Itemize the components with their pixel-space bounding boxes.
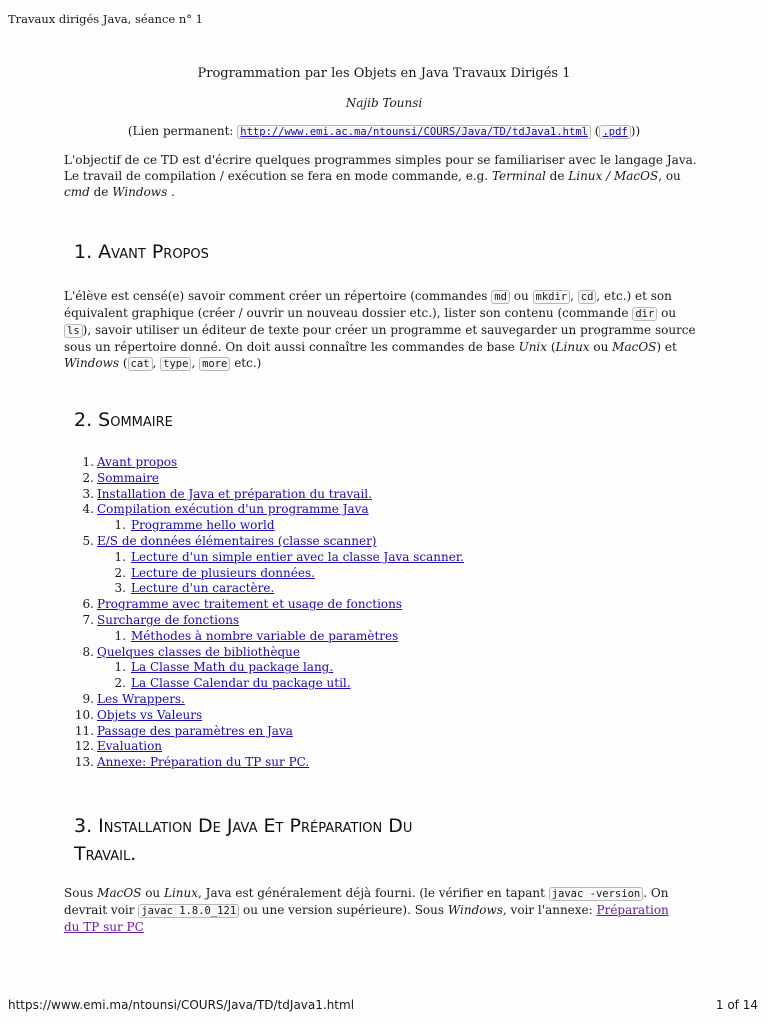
ap-text: ,	[152, 356, 161, 370]
windows-text: Windows	[112, 185, 168, 199]
toc-item-number: 11.	[74, 723, 94, 738]
section-heading-sommaire: 2. Sommaire	[74, 409, 173, 431]
section-heading-line-1: 3. Installation De Java Et Préparation Du	[74, 815, 413, 837]
ap-text: (	[547, 340, 556, 354]
inst-line-2	[64, 902, 714, 919]
toc-item-link[interactable]: Sommaire	[97, 470, 160, 485]
inst-text: . On	[643, 886, 669, 900]
toc-item-link[interactable]: Lecture d'un caractère.	[131, 581, 275, 596]
toc-item-number: 1.	[114, 549, 126, 564]
cmd-cd: cd	[578, 290, 597, 304]
inst-text: ou	[141, 886, 164, 900]
intro-text: .	[167, 185, 175, 199]
toc-item-link[interactable]: Installation de Java et préparation du travail.	[97, 486, 372, 501]
toc-item-link[interactable]: Surcharge de fonctions	[97, 612, 240, 627]
cmd-md: md	[491, 290, 510, 304]
windows-text: Windows	[447, 903, 503, 917]
inst-text: , Java est généralement déjà fourni. (le vérifier en tapant	[198, 886, 549, 900]
toc-item-link[interactable]: Annexe: Préparation du TP sur PC.	[97, 755, 310, 770]
toc-item-link[interactable]: Programme hello world	[131, 518, 275, 533]
inst-text: , voir l'annexe:	[502, 903, 597, 917]
permalink-line	[0, 124, 768, 138]
toc-item-link[interactable]: La Classe Math du package lang.	[131, 660, 334, 675]
toc-item-number: 2.	[114, 565, 126, 580]
section-heading-line-2: Travail.	[74, 843, 137, 865]
permalink-prefix: (Lien permanent:	[127, 124, 238, 138]
ap-line-1	[64, 288, 714, 305]
toc-item-number: 10.	[74, 707, 94, 722]
ap-text: , etc.) et son	[596, 289, 672, 303]
inst-line-1	[64, 885, 714, 902]
windows-text: Windows	[64, 356, 120, 370]
toc-item-number: 1.	[114, 518, 126, 533]
toc-item-link[interactable]: Compilation exécution d'un programme Java	[97, 502, 369, 517]
toc-item-number: 1.	[114, 628, 126, 643]
intro-paragraph	[64, 152, 714, 200]
toc-item-number: 7.	[82, 612, 94, 627]
ap-text: ,	[191, 356, 200, 370]
ap-line-5	[64, 355, 714, 372]
toc-item-number: 6.	[82, 597, 94, 612]
section-heading-avant-propos: 1. Avant Propos	[74, 241, 209, 263]
cmd-cat: cat	[128, 357, 153, 371]
installation-paragraph	[64, 885, 714, 935]
toc-item-link[interactable]: Evaluation	[97, 739, 163, 754]
toc-item-link[interactable]: Avant propos	[97, 455, 178, 469]
unix-text: Unix	[518, 340, 548, 354]
print-footer-url: https://www.emi.ma/ntounsi/COURS/Java/TD/tdJava1.html	[8, 998, 355, 1012]
toc-item-number: 12.	[74, 739, 94, 754]
toc-item-number: 2.	[114, 676, 126, 691]
cmd-mkdir: mkdir	[533, 290, 571, 304]
intro-text: Le travail de compilation / exécution se fera en mode commande, e.g.	[64, 169, 492, 183]
ap-text: équivalent graphique (créer / ouvrir un nouveau dossier etc.), lister son contenu (commande	[64, 306, 633, 320]
page-number: 1 of 14	[715, 998, 758, 1012]
toc-item-link[interactable]: Programme avec traitement et usage de fonctions	[97, 597, 403, 612]
linux-macos-text: Linux / MacOS	[568, 169, 659, 183]
ap-text: ou	[657, 306, 677, 320]
toc-item-number: 9.	[82, 691, 94, 706]
linux-text: Linux	[163, 886, 199, 900]
intro-line-1: L'objectif de ce TD est d'écrire quelques programmes simples pour se familiariser avec le langage Java.	[64, 153, 697, 167]
document-title: Programmation par les Objets en Java Travaux Dirigés 1	[197, 66, 571, 81]
inst-text: Sous	[64, 886, 98, 900]
ap-text: etc.)	[230, 356, 262, 370]
cmd-type: type	[160, 357, 191, 371]
inst-text: devrait voir	[64, 903, 139, 917]
javac-output: javac 1.8.0_121	[138, 904, 239, 918]
cmd-more: more	[199, 357, 230, 371]
inst-text: ou une version supérieure). Sous	[239, 903, 448, 917]
toc-item-number: 3.	[82, 486, 94, 501]
inst-line-3	[64, 919, 714, 935]
permalink-mid: (	[590, 124, 600, 138]
toc-item-number: 8.	[82, 644, 94, 659]
toc-item-link[interactable]: Les Wrappers.	[97, 691, 185, 706]
macos-text: MacOS	[612, 340, 657, 354]
toc-item-link[interactable]: Lecture d'un simple entier avec la classe Java scanner.	[131, 549, 465, 564]
macos-text: MacOS	[97, 886, 142, 900]
ap-text: ou	[589, 340, 613, 354]
annexe-link-part-2[interactable]: du TP sur PC	[64, 920, 144, 934]
linux-text: Linux	[555, 340, 590, 354]
annexe-link-part-1[interactable]: Préparation	[596, 903, 669, 917]
toc-item-link[interactable]: Objets vs Valeurs	[97, 707, 203, 722]
toc-item-number: 13.	[74, 755, 94, 770]
toc-item-number: 3.	[114, 581, 126, 596]
toc-item-link[interactable]: E/S de données élémentaires (classe scanner)	[97, 533, 377, 548]
toc-item-link[interactable]: Passage des paramètres en Java	[97, 723, 293, 738]
pdf-link[interactable]: .pdf	[602, 126, 628, 138]
intro-text: de	[545, 169, 569, 183]
toc-item-link[interactable]: Méthodes à nombre variable de paramètres	[131, 628, 399, 643]
section-heading-installation	[74, 812, 412, 868]
toc-item-number: 1.	[82, 455, 94, 469]
ap-text: ,	[570, 289, 578, 303]
toc-item-number: 4.	[82, 502, 94, 517]
toc-item-number: 5.	[82, 533, 94, 548]
cmd-dir: dir	[632, 307, 657, 321]
document-author: Najib Tounsi	[345, 96, 423, 110]
ap-text: (	[119, 356, 128, 370]
toc-item-link[interactable]: La Classe Calendar du package util.	[131, 676, 351, 691]
toc-item-number: 1.	[114, 660, 126, 675]
ap-text: L'élève est censé(e) savoir comment créer un répertoire (commandes	[64, 289, 492, 303]
cmd-text: cmd	[64, 185, 90, 199]
toc-item-link[interactable]: Lecture de plusieurs données.	[131, 565, 315, 580]
ap-line-3	[64, 322, 714, 339]
print-header-title: Travaux dirigés Java, séance n° 1	[8, 12, 203, 26]
permalink-url-link[interactable]: http://www.emi.ac.ma/ntounsi/COURS/Java/TD/tdJava1.html	[240, 126, 588, 138]
intro-text: , ou	[658, 169, 681, 183]
ap-text: ) et	[656, 340, 677, 354]
ap-line-2	[64, 305, 714, 322]
cmd-ls: ls	[64, 324, 83, 338]
terminal-text: Terminal	[491, 169, 546, 183]
intro-text: de	[89, 185, 113, 199]
toc-item-number: 2.	[82, 470, 94, 485]
intro-line-3	[64, 184, 714, 200]
permalink-suffix: ))	[630, 124, 641, 138]
ap-text: ), savoir utiliser un éditeur de texte pour créer un programme et sauvegarder un programme source	[82, 323, 696, 337]
ap-text: ou	[509, 289, 533, 303]
intro-line-2	[64, 168, 714, 184]
ap-line-4	[64, 339, 714, 355]
ap-text: sous un répertoire donné. On doit aussi connaître les commandes de base	[64, 340, 519, 354]
avant-propos-paragraph	[64, 288, 714, 372]
toc-item-link[interactable]: Quelques classes de bibliothèque	[97, 644, 300, 659]
cmd-javac-version: javac -version	[549, 887, 644, 901]
